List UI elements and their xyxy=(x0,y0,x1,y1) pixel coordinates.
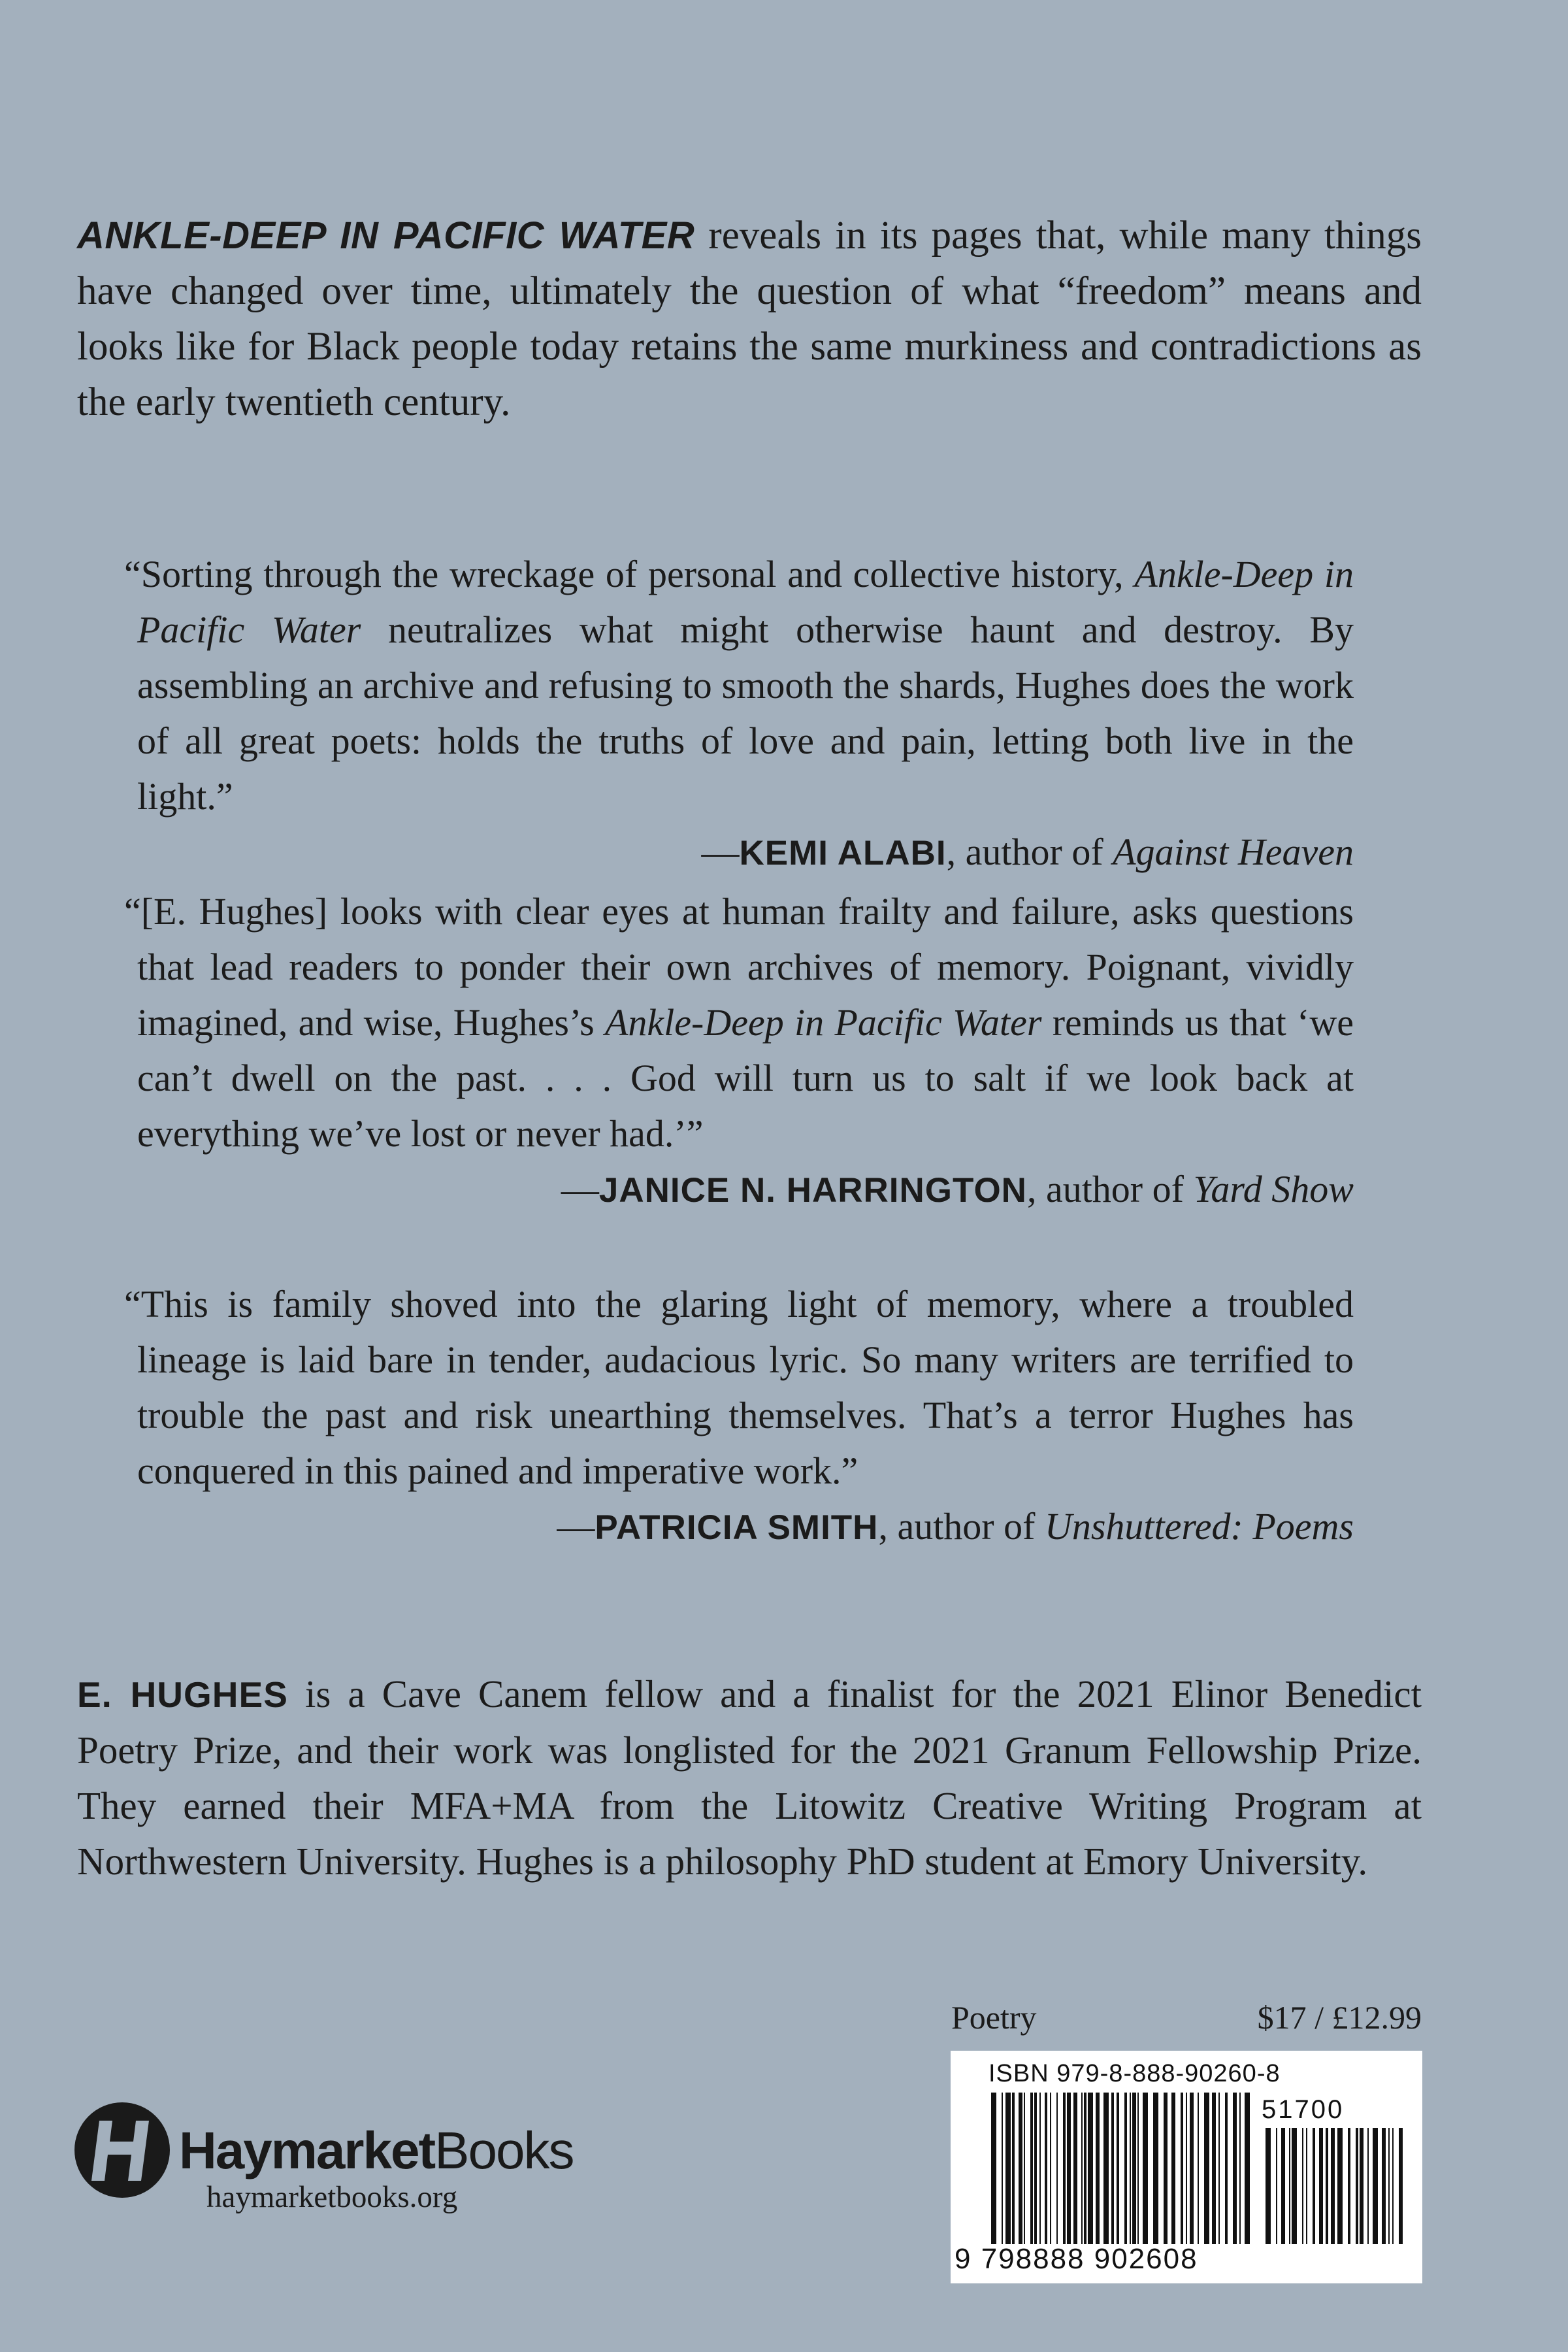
barcode-bar xyxy=(1096,2093,1100,2244)
barcode-bar xyxy=(1153,2093,1158,2244)
attribution-connector: , author of xyxy=(946,831,1113,873)
barcode-bar xyxy=(1233,2093,1237,2244)
quote-author: KEMI ALABI xyxy=(739,834,947,872)
publisher-url: haymarketbooks.org xyxy=(206,2180,458,2214)
quote-attribution xyxy=(124,824,1354,881)
barcode-bar xyxy=(1132,2093,1136,2244)
endorsement-quote xyxy=(124,1276,1354,1555)
barcode-bar xyxy=(1084,2093,1086,2244)
barcode-price-code: 51700 xyxy=(1262,2095,1345,2124)
quote-text xyxy=(124,1276,1354,1499)
price-label: $17 / £12.99 xyxy=(1257,1999,1422,2036)
attribution-dash: — xyxy=(557,1505,595,1548)
barcode-bar xyxy=(1225,2093,1228,2244)
barcode-bar xyxy=(1266,2128,1271,2244)
barcode-bar xyxy=(1056,2093,1058,2244)
barcode-bar xyxy=(1204,2093,1209,2244)
barcode-bar xyxy=(1289,2128,1290,2244)
barcode-bar xyxy=(1388,2128,1390,2244)
barcode-bar xyxy=(1399,2128,1403,2244)
endorsement-quote xyxy=(124,546,1354,881)
barcode-bar xyxy=(1198,2093,1199,2244)
barcode-bar xyxy=(1382,2128,1386,2244)
quote-author: PATRICIA SMITH xyxy=(595,1508,879,1547)
attribution-dash: — xyxy=(561,1168,599,1210)
barcode-bar xyxy=(1360,2128,1364,2244)
barcode-bar xyxy=(1239,2093,1241,2244)
quote-attribution xyxy=(124,1161,1354,1218)
barcode-bar xyxy=(1039,2093,1041,2244)
barcode-bar xyxy=(1024,2093,1025,2244)
blurb-text: reveals in its pages that, while many things have changed over time, ultimately the question of what “freedom” means and looks like for Black people today retains the same murkiness and contradictions as the early twentieth century. xyxy=(77,214,1422,424)
barcode-bar xyxy=(1073,2093,1077,2244)
barcode-bar xyxy=(1130,2093,1131,2244)
quote-text-part: neutralizes what might otherwise haunt and destroy. By assembling an archive and refusing to smooth the shards, Hughes does the work of all great poets: holds the truths of love and pain, letting both live in the light.” xyxy=(137,608,1354,818)
barcode-bar xyxy=(1117,2093,1119,2244)
barcode-bar xyxy=(1245,2093,1250,2244)
barcode-bar xyxy=(1181,2093,1183,2244)
quote-attribution xyxy=(124,1499,1354,1555)
quote-author-work: Unshuttered: Poems xyxy=(1044,1505,1354,1548)
barcode-bar xyxy=(1005,2093,1011,2244)
addon-barcode-icon xyxy=(1266,2128,1403,2244)
barcode-bar xyxy=(1002,2093,1003,2244)
quote-author: JANICE N. HARRINGTON xyxy=(598,1171,1027,1210)
bio-text: is a Cave Canem fellow and a finalist for the 2021 Elinor Benedict Poetry Prize, and their work was longlisted for the 2021 Granum Fellowship Prize. They earned their MFA+MA from the Litowitz Creative Writing Program at Northwestern University. Hughes is a philosophy PhD student at Emory University. xyxy=(77,1672,1422,1883)
barcode-bar xyxy=(1392,2128,1394,2244)
barcode-bar xyxy=(1045,2093,1047,2244)
barcode-bar xyxy=(1356,2128,1358,2244)
barcode-bar xyxy=(1190,2093,1194,2244)
barcode-bar xyxy=(1302,2128,1303,2244)
barcode-bar xyxy=(1281,2128,1285,2244)
haymarket-h-logo-icon xyxy=(73,2101,171,2199)
barcode-bar xyxy=(1319,2128,1323,2244)
author-bio xyxy=(77,1666,1422,1889)
quote-author-work: Yard Show xyxy=(1193,1168,1354,1210)
barcode-bar xyxy=(1171,2093,1175,2244)
ean13-barcode-icon xyxy=(991,2093,1252,2244)
barcode-bar xyxy=(1143,2093,1148,2244)
barcode-bar xyxy=(1111,2093,1114,2244)
quote-text xyxy=(124,546,1354,824)
barcode-bar xyxy=(1030,2093,1033,2244)
attribution-connector: , author of xyxy=(1026,1168,1194,1210)
publisher-name-bold: Haymarket xyxy=(179,2121,435,2179)
quote-book-title: Ankle-Deep in Pacific Water xyxy=(137,553,1354,651)
barcode-bar xyxy=(1186,2093,1187,2244)
quote-text-part: “Sorting through the wreckage of personal and collective history, xyxy=(124,553,1135,595)
barcode-bar xyxy=(1337,2128,1343,2244)
barcode-bar xyxy=(1373,2128,1378,2244)
barcode-bar xyxy=(1313,2128,1315,2244)
isbn-barcode xyxy=(951,2051,1422,2283)
barcode-digits: 9 798888 902608 xyxy=(955,2243,1198,2275)
barcode-bar xyxy=(1331,2128,1335,2244)
barcode-bar xyxy=(1137,2093,1139,2244)
attribution-connector: , author of xyxy=(878,1505,1045,1548)
barcode-bar xyxy=(1292,2128,1297,2244)
barcode-bar xyxy=(1063,2093,1066,2244)
barcode-bar xyxy=(1088,2093,1093,2244)
barcode-bar xyxy=(1103,2093,1109,2244)
publisher-name-regular: Books xyxy=(434,2121,574,2179)
barcode-bar xyxy=(1348,2128,1350,2244)
quote-book-title: Ankle-Deep in Pacific Water xyxy=(605,1001,1042,1044)
quote-text-part: “[E. Hughes] looks with clear eyes at human frailty and failure, asks questions that lead readers to ponder their own archives of memory. Poignant, vividly imagined, and wise, Hughes’s xyxy=(124,890,1354,1044)
barcode-bar xyxy=(1276,2128,1277,2244)
quote-text-part: “This is family shoved into the glaring light of memory, where a troubled lineage is laid bare in tender, audacious lyric. So many writers are terrified to trouble the past and risk unearthing themselves. That’s a terror Hughes has conquered in this pained and imperative work.” xyxy=(124,1283,1354,1492)
barcode-bar xyxy=(991,2093,996,2244)
barcode-bar xyxy=(1326,2128,1328,2244)
barcode-bar xyxy=(1012,2093,1015,2244)
quote-text xyxy=(124,884,1354,1161)
endorsement-quote xyxy=(124,884,1354,1218)
isbn-number: ISBN 979-8-888-90260-8 xyxy=(988,2060,1281,2087)
barcode-bar xyxy=(1019,2093,1022,2244)
author-name: E. HUGHES xyxy=(77,1674,288,1715)
description-blurb xyxy=(77,208,1422,430)
barcode-bar xyxy=(1124,2093,1127,2244)
quote-author-work: Against Heaven xyxy=(1113,831,1354,873)
barcode-bar xyxy=(1164,2093,1168,2244)
publisher-name xyxy=(179,2121,573,2181)
barcode-bar xyxy=(1081,2093,1083,2244)
barcode-bar xyxy=(1067,2093,1071,2244)
barcode-bar xyxy=(1212,2093,1216,2244)
genre-label: Poetry xyxy=(951,1999,1037,2036)
barcode-bar xyxy=(1367,2128,1369,2244)
barcode-bar xyxy=(1034,2093,1037,2244)
barcode-bar xyxy=(1218,2093,1220,2244)
barcode-bar xyxy=(1306,2128,1307,2244)
quote-text-part: reminds us that ‘we can’t dwell on the past. . . . God will turn us to salt if we look back at everything we’ve lost or never had.’” xyxy=(137,1001,1354,1155)
book-title: ANKLE-DEEP IN PACIFIC WATER xyxy=(77,214,695,257)
barcode-bar xyxy=(1050,2093,1051,2244)
attribution-dash: — xyxy=(701,831,740,873)
